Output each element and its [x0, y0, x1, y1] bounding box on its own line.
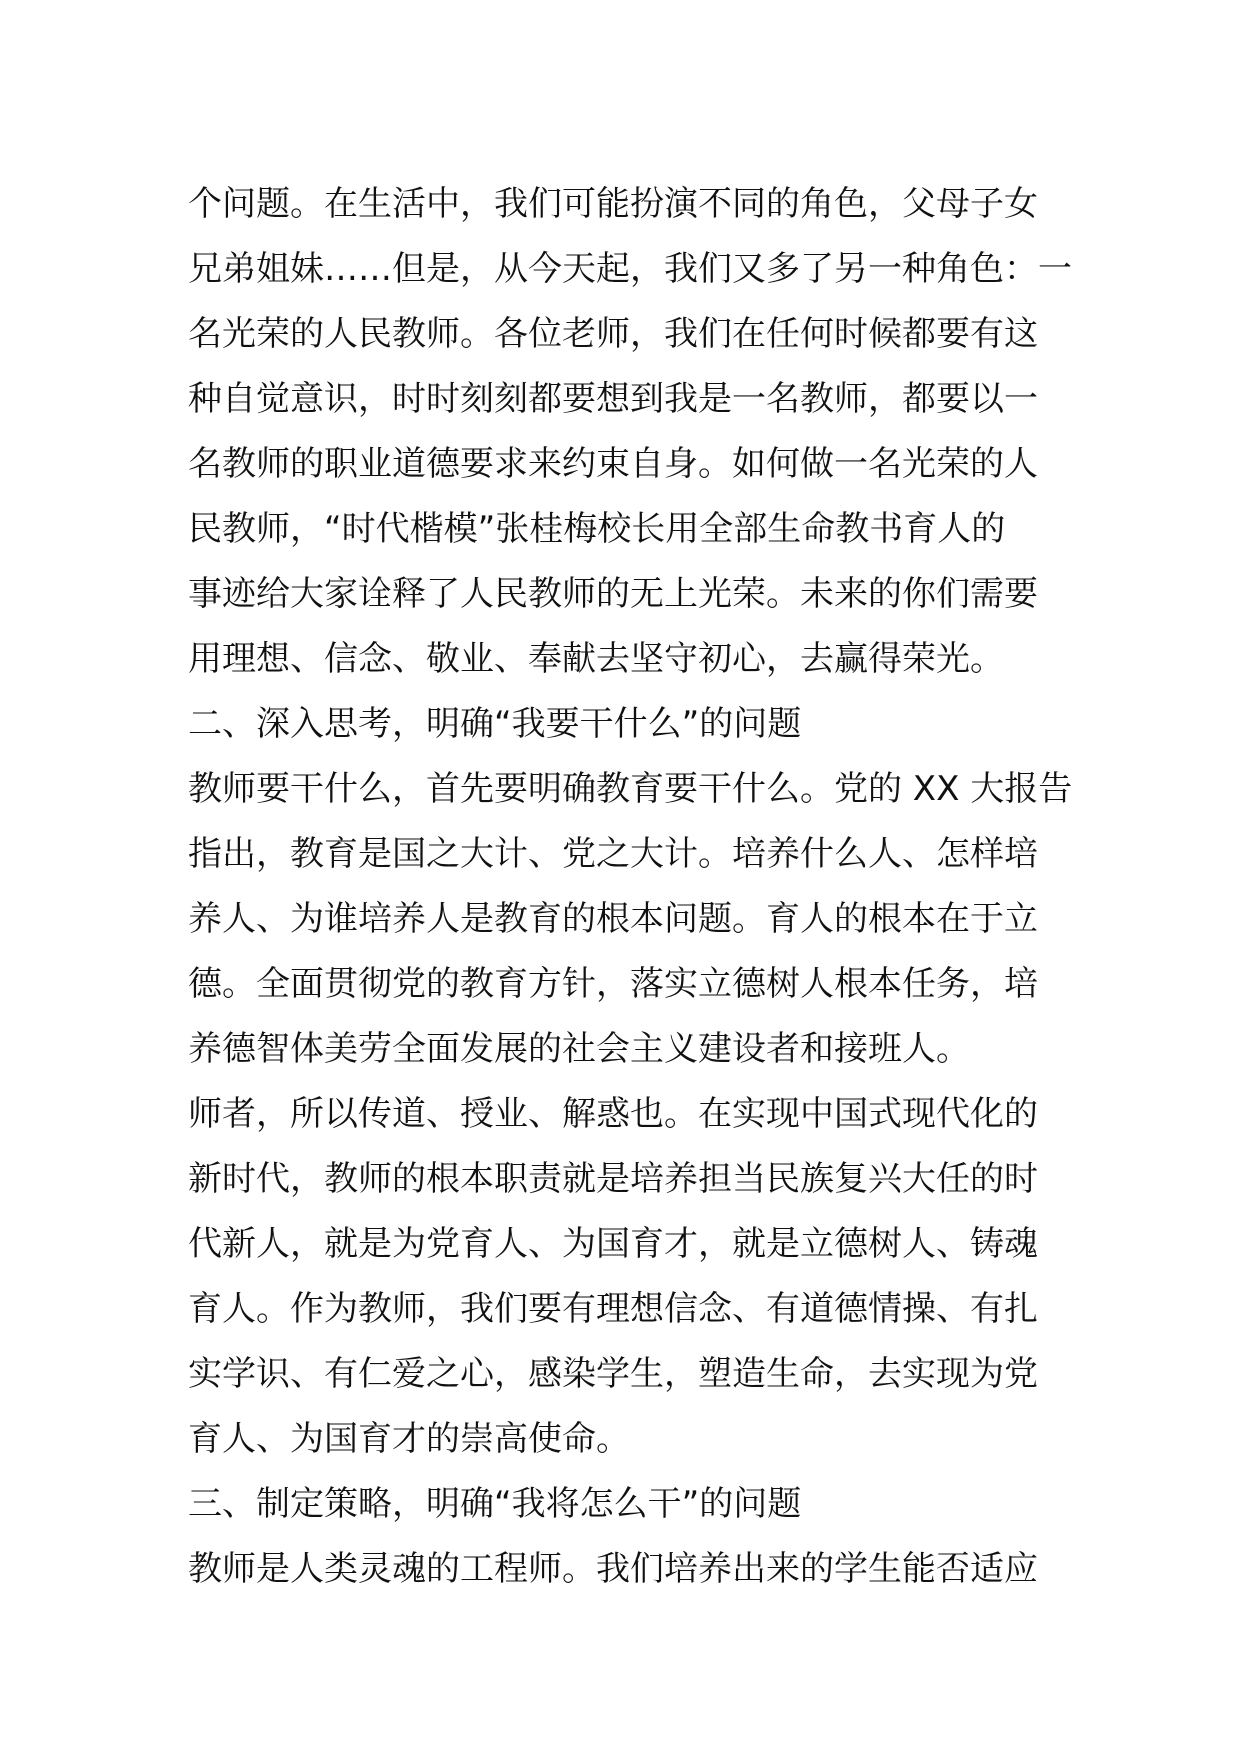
text-line: 教师要干什么，首先要明确教育要干什么。党的 XX 大报告	[188, 769, 1073, 809]
text-line: 用理想、信念、敬业、奉献去坚守初心，去赢得荣光。	[188, 639, 1004, 679]
text-line: 个问题。在生活中，我们可能扮演不同的角色，父母子女	[188, 184, 1038, 224]
text-line: 教师是人类灵魂的工程师。我们培养出来的学生能否适应	[188, 1549, 1038, 1589]
text-line: 育人。作为教师，我们要有理想信念、有道德情操、有扎	[188, 1289, 1038, 1329]
section-heading-3: 三、制定策略，明确“我将怎么干”的问题	[188, 1484, 802, 1524]
text-line: 兄弟姐妹……但是，从今天起，我们又多了另一种角色：一	[188, 249, 1072, 289]
text-line: 师者，所以传道、授业、解惑也。在实现中国式现代化的	[188, 1094, 1038, 1134]
text-line: 代新人，就是为党育人、为国育才，就是立德树人、铸魂	[188, 1224, 1038, 1264]
text-line: 指出，教育是国之大计、党之大计。培养什么人、怎样培	[188, 834, 1038, 874]
text-line: 事迹给大家诠释了人民教师的无上光荣。未来的你们需要	[188, 574, 1038, 614]
text-line: 养人、为谁培养人是教育的根本问题。育人的根本在于立	[188, 899, 1038, 939]
text-line: 民教师，“时代楷模”张桂梅校长用全部生命教书育人的	[188, 509, 1006, 549]
text-line: 育人、为国育才的崇高使命。	[188, 1419, 630, 1459]
text-line: 种自觉意识，时时刻刻都要想到我是一名教师，都要以一	[188, 379, 1038, 419]
text-line: 实学识、有仁爱之心，感染学生，塑造生命，去实现为党	[188, 1354, 1038, 1394]
text-line: 德。全面贯彻党的教育方针，落实立德树人根本任务，培	[188, 964, 1038, 1004]
body-text	[188, 172, 1073, 1602]
text-line: 名教师的职业道德要求来约束自身。如何做一名光荣的人	[188, 444, 1038, 484]
text-line: 名光荣的人民教师。各位老师，我们在任何时候都要有这	[188, 314, 1038, 354]
text-line: 养德智体美劳全面发展的社会主义建设者和接班人。	[188, 1029, 970, 1069]
text-line: 新时代，教师的根本职责就是培养担当民族复兴大任的时	[188, 1159, 1038, 1199]
section-heading-2: 二、深入思考，明确“我要干什么”的问题	[188, 704, 802, 744]
